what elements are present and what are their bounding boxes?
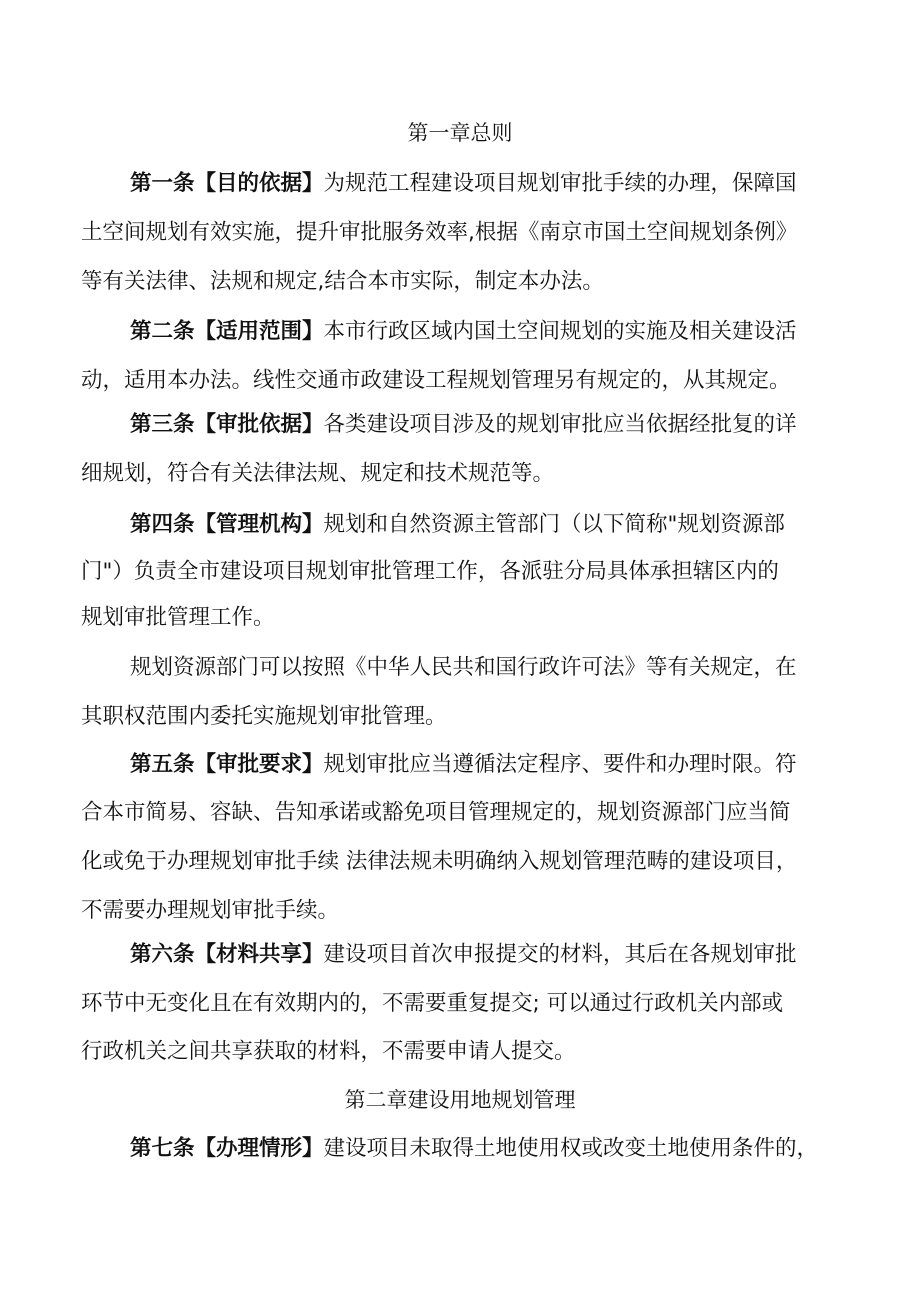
article-2-text: 本市行政区域内国土空间规划的实施及相关建设活 xyxy=(323,319,797,344)
article-1-label: 第一条【目的依据】 xyxy=(130,171,324,196)
article-4-line-2: 门"）负责全市建设项目规划审批管理工作，各派驻分局具体承担辖区内的 xyxy=(81,559,779,584)
article-6-text: 建设项目首次申报提交的材料，其后在各规划审批 xyxy=(323,942,797,967)
article-1-text: 为规范工程建设项目规划审批手续的办理，保障国 xyxy=(323,171,797,196)
article-3-line-1 xyxy=(130,410,841,440)
article-3-label: 第三条【审批依据】 xyxy=(130,412,324,437)
article-4-line-1 xyxy=(130,510,841,540)
article-2-line-1 xyxy=(130,317,841,347)
article-5-label: 第五条【审批要求】 xyxy=(130,752,324,777)
article-1-line-3: 等有关法律、法规和规定,结合本市实际，制定本办法。 xyxy=(81,269,604,294)
article-4-para-2-line-2: 其职权范围内委托实施规划审批管理。 xyxy=(81,704,447,729)
chapter-2-title: 第二章建设用地规划管理 xyxy=(344,1088,576,1112)
article-3-line-2: 细规划，符合有关法律法规、规定和技术规范等。 xyxy=(81,461,555,486)
article-4-line-3: 规划审批管理工作。 xyxy=(81,605,275,630)
article-6-line-2: 环节中无变化且在有效期内的，不需要重复提交; 可以通过行政机关内部或 xyxy=(81,991,784,1016)
article-5-line-4: 不需要办理规划审批手续。 xyxy=(81,898,340,923)
article-5-line-3: 化或免于办理规划审批手续 法律法规未明确纳入规划管理范畴的建设项目， xyxy=(81,849,798,874)
article-5-text: 规划审批应当遵循法定程序、要件和办理时限。符 xyxy=(323,752,797,777)
article-6-label: 第六条【材料共享】 xyxy=(130,942,324,967)
article-4-label: 第四条【管理机构】 xyxy=(130,512,324,537)
article-6-line-1 xyxy=(130,940,841,970)
chapter-1-title: 第一章总则 xyxy=(407,121,513,145)
article-4-para-2-line-1: 规划资源部门可以按照《中华人民共和国行政许可法》等有关规定，在 xyxy=(130,655,797,680)
article-1-line-1 xyxy=(130,169,841,199)
article-7-text: 建设项目未取得土地使用权或改变土地使用条件的， xyxy=(323,1136,819,1161)
article-7-label: 第七条【办理情形】 xyxy=(130,1136,324,1161)
article-2-line-2: 动，适用本办法。线性交通市政建设工程规划管理另有规定的，从其规定。 xyxy=(81,368,791,393)
article-1-line-2: 土空间规划有效实施，提升审批服务效率,根据《南京市国土空间规划条例》 xyxy=(81,220,798,245)
article-5-line-2: 合本市简易、容缺、告知承诺或豁免项目管理规定的，规划资源部门应当简 xyxy=(81,800,791,825)
article-6-line-3: 行政机关之间共享获取的材料，不需要申请人提交。 xyxy=(81,1039,576,1064)
article-7-line-1 xyxy=(130,1134,841,1164)
article-4-text: 规划和自然资源主管部门（以下简称"规划资源部 xyxy=(323,512,785,537)
article-3-text: 各类建设项目涉及的规划审批应当依据经批复的详 xyxy=(323,412,797,437)
article-5-line-1 xyxy=(130,750,841,780)
article-2-label: 第二条【适用范围】 xyxy=(130,319,324,344)
